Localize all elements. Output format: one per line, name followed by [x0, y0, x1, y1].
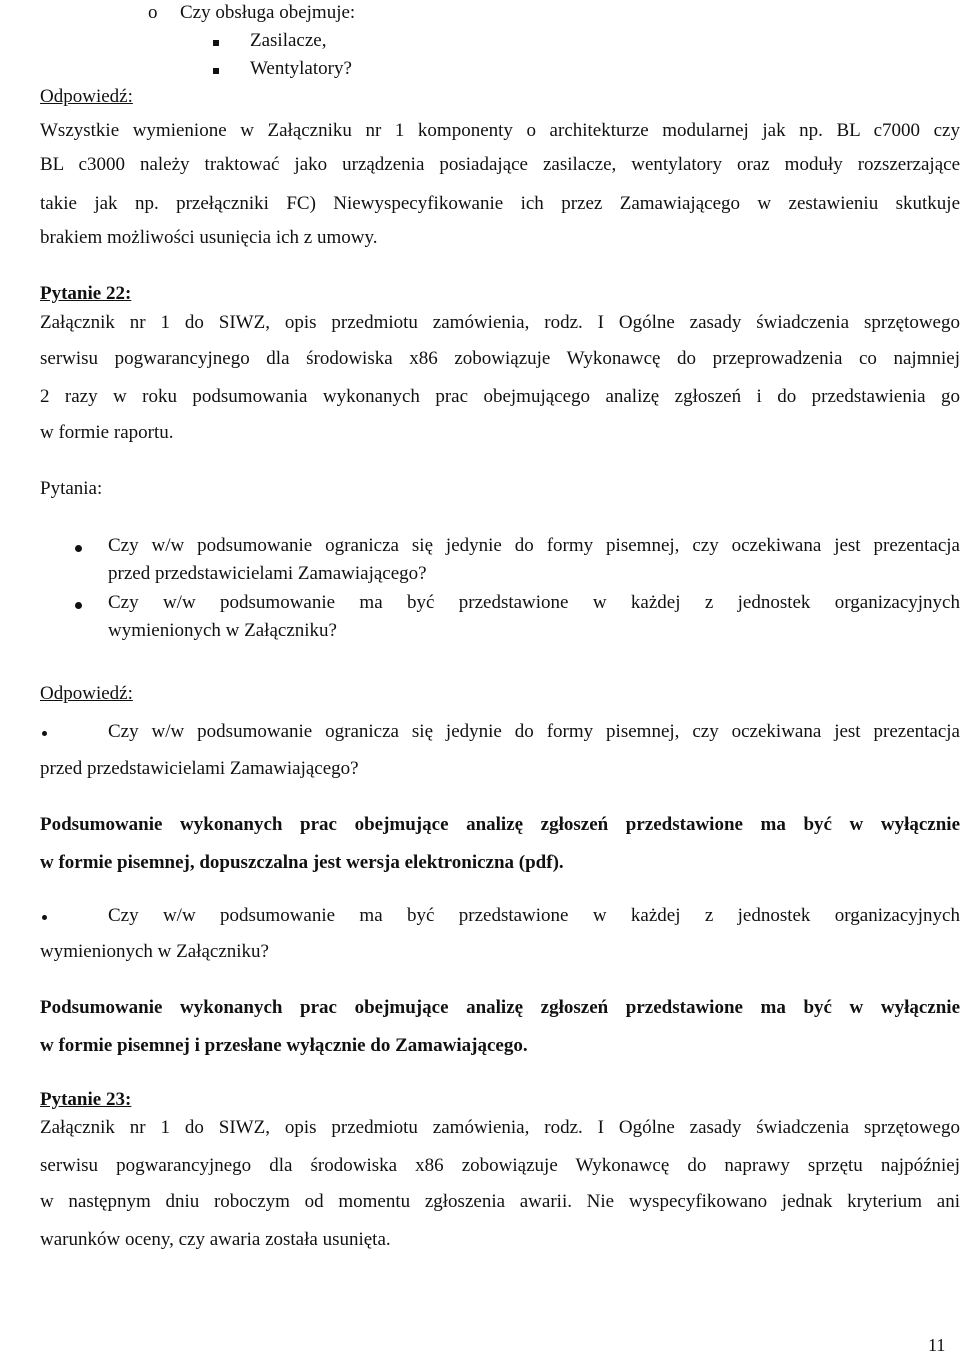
answer-line: Podsumowanie wykonanych prac obejmujące analizę zgłoszeń przedstawione ma być w wyłącznie: [40, 997, 960, 1018]
answer-heading: Odpowiedź:: [40, 683, 133, 704]
paragraph-line: warunków oceny, czy awaria została usunięta.: [40, 1229, 391, 1250]
sublist-item-text: Wentylatory?: [250, 58, 352, 79]
answer-line: w formie pisemnej i przesłane wyłącznie do Zamawiającego.: [40, 1035, 528, 1056]
paragraph-line: takie jak np. przełączniki FC) Niewyspecyfikowanie ich przez Zamawiającego w zestawieniu skutkuje: [40, 193, 960, 214]
sublist-item-text: Zasilacze,: [250, 30, 327, 51]
question-heading: Pytanie 22:: [40, 283, 132, 304]
paragraph-line: Wszystkie wymienione w Załączniku nr 1 komponenty o architekturze modularnej jak np. BL c7000 czy: [40, 120, 960, 141]
answer-line: w formie pisemnej, dopuszczalna jest wersja elektroniczna (pdf).: [40, 852, 564, 873]
question-line: wymienionych w Załączniku?: [40, 941, 269, 962]
paragraph-line: Załącznik nr 1 do SIWZ, opis przedmiotu zamówienia, rodz. I Ogólne zasady świadczenia sprzętowego: [40, 312, 960, 333]
page-number: 11: [928, 1335, 946, 1355]
answer-heading: Odpowiedź:: [40, 86, 133, 107]
question-line: Czy w/w podsumowanie ma być przedstawione w każdej z jednostek organizacyjnych: [108, 905, 960, 926]
list-item-text: Czy obsługa obejmuje:: [180, 2, 356, 23]
question-line: Czy w/w podsumowanie ogranicza się jedynie do formy pisemnej, czy oczekiwana jest prezentacja: [108, 721, 960, 742]
list-marker-o: o: [148, 2, 158, 23]
square-bullet-icon: [213, 40, 219, 46]
square-bullet-icon: [213, 68, 219, 74]
paragraph-line: BL c3000 należy traktować jako urządzenia posiadające zasilacze, wentylatory oraz moduły rozszerzające: [40, 154, 960, 175]
question-line: przed przedstawicielami Zamawiającego?: [40, 758, 359, 779]
answer-line: Podsumowanie wykonanych prac obejmujące analizę zgłoszeń przedstawione ma być w wyłącznie: [40, 814, 960, 835]
paragraph-line: serwisu pogwarancyjnego dla środowiska x86 zobowiązuje Wykonawcę do przeprowadzenia co najmniej: [40, 348, 960, 369]
question-line: Czy w/w podsumowanie ma być przedstawione w każdej z jednostek organizacyjnych: [108, 592, 960, 613]
question-line: przed przedstawicielami Zamawiającego?: [108, 563, 427, 584]
bullet-icon: [75, 602, 82, 609]
bullet-icon: [42, 731, 47, 736]
question-line: wymienionych w Załączniku?: [108, 620, 337, 641]
bullet-icon: [42, 915, 47, 920]
paragraph-line: w formie raportu.: [40, 422, 174, 443]
bullet-icon: [75, 545, 82, 552]
paragraph-line: Załącznik nr 1 do SIWZ, opis przedmiotu zamówienia, rodz. I Ogólne zasady świadczenia sprzętowego: [40, 1117, 960, 1138]
paragraph-line: brakiem możliwości usunięcia ich z umowy.: [40, 227, 378, 248]
question-line: Czy w/w podsumowanie ogranicza się jedynie do formy pisemnej, czy oczekiwana jest prezentacja: [108, 535, 960, 556]
paragraph-line: serwisu pogwarancyjnego dla środowiska x86 zobowiązuje Wykonawcę do naprawy sprzętu najpóźniej: [40, 1155, 960, 1176]
question-heading: Pytanie 23:: [40, 1089, 132, 1110]
questions-label: Pytania:: [40, 478, 103, 499]
paragraph-line: 2 razy w roku podsumowania wykonanych prac obejmującego analizę zgłoszeń i do przedstawienia go: [40, 386, 960, 407]
paragraph-line: w następnym dniu roboczym od momentu zgłoszenia awarii. Nie wyspecyfikowano jednak kryterium ani: [40, 1191, 960, 1212]
